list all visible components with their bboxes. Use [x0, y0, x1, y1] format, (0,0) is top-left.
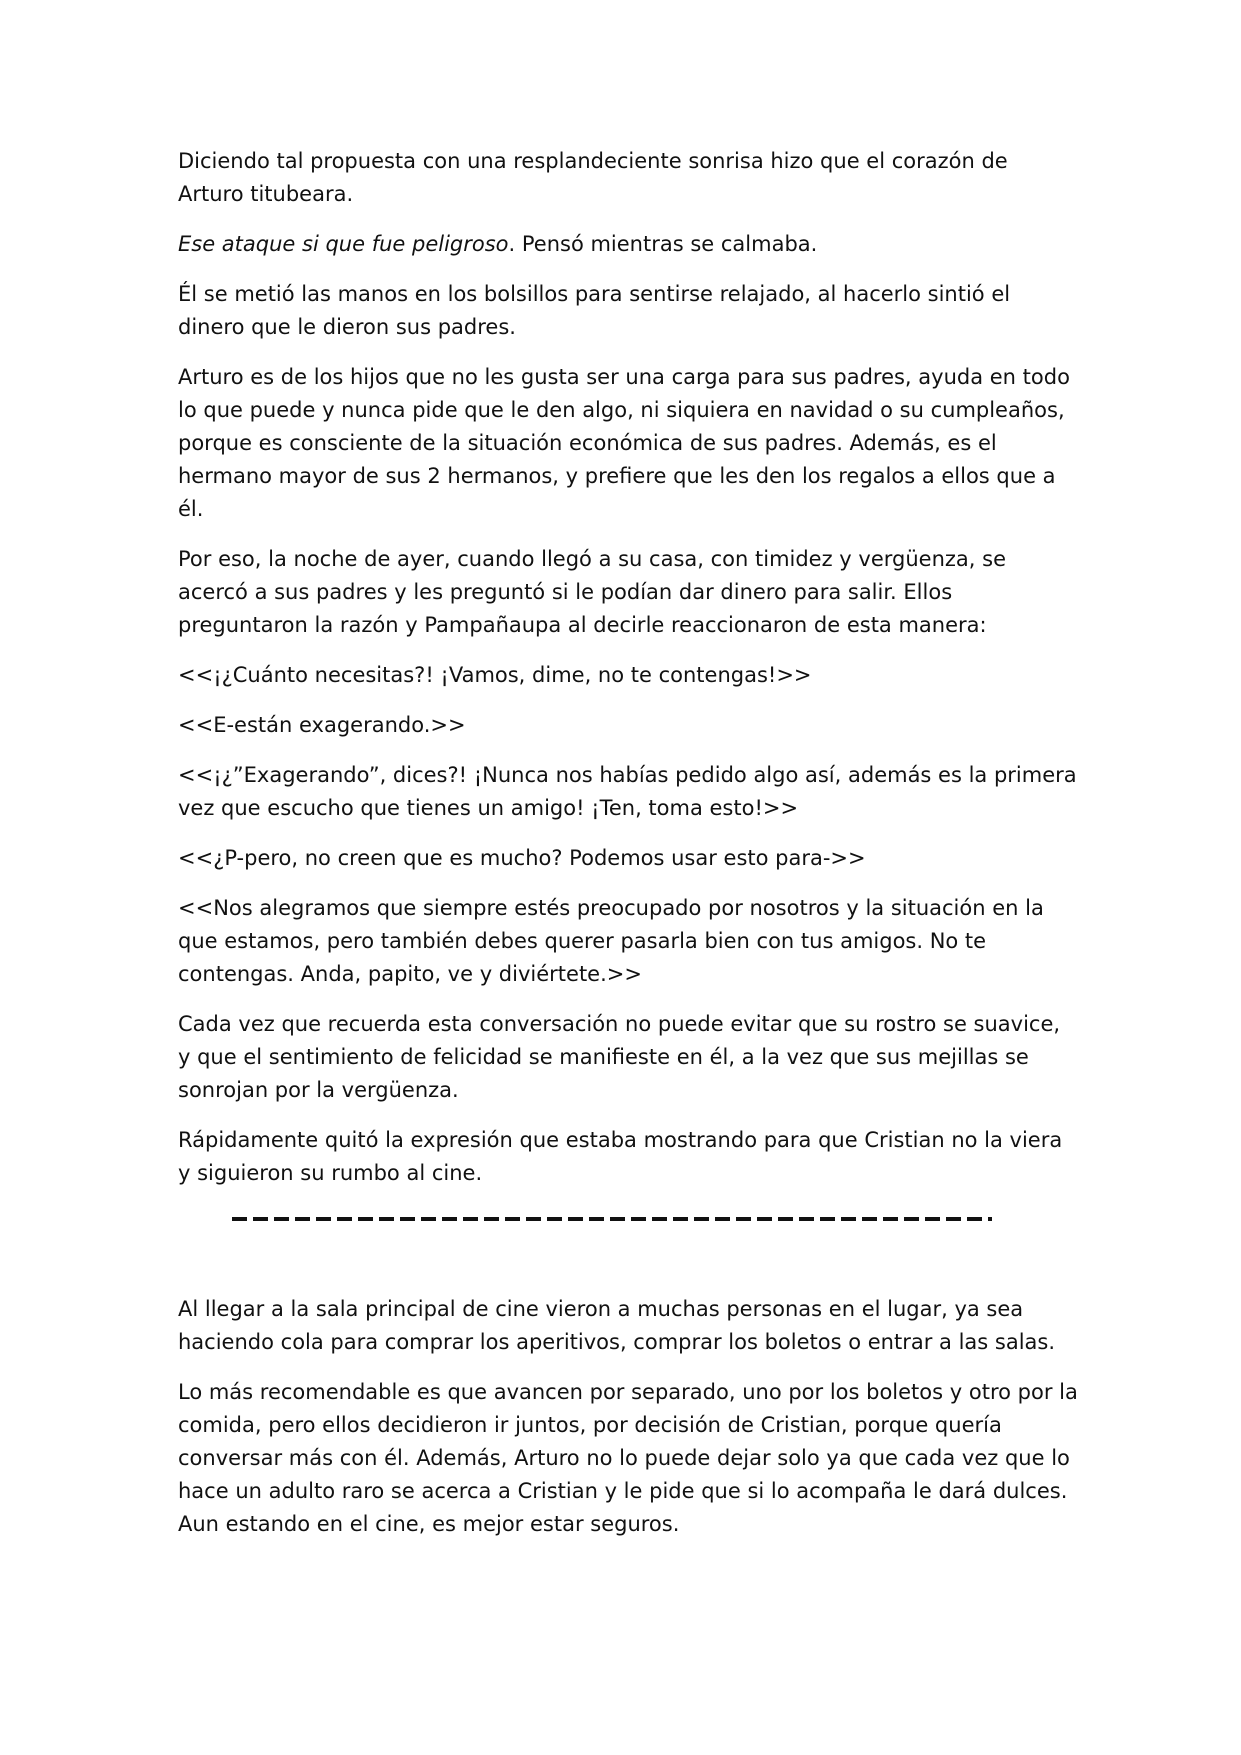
section-2 [178, 1293, 1078, 1558]
dialogue-line: <<¡¿”Exagerando”, dices?! ¡Nunca nos habías pedido algo así, además es la primera vez que escucho que tienes un amigo! ¡Ten, toma esto!>> [178, 763, 1077, 820]
scene-break-divider [232, 1217, 992, 1221]
section-1 [178, 145, 1078, 1207]
paragraph-13: Al llegar a la sala principal de cine vieron a muchas personas en el lugar, ya sea haciendo cola para comprar los aperitivos, comprar los boletos o entrar a las salas. [178, 1297, 1056, 1354]
paragraph-2 [178, 228, 1078, 261]
italic-thought: Ese ataque si que fue peligroso [178, 232, 509, 256]
dialogue-line: <<E-están exagerando.>> [178, 713, 466, 737]
dialogue-line: <<¡¿Cuánto necesitas?! ¡Vamos, dime, no te contengas!>> [178, 663, 812, 687]
paragraph-12: Rápidamente quitó la expresión que estaba mostrando para que Cristian no la viera y siguieron su rumbo al cine. [178, 1128, 1063, 1185]
paragraph-3: Él se metió las manos en los bolsillos para sentirse relajado, al hacerlo sintió el dinero que le dieron sus padres. [178, 282, 1011, 339]
dialogue-line: <<Nos alegramos que siempre estés preocupado por nosotros y la situación en la que estamos, pero también debes querer pasarla bien con tus amigos. No te contengas. Anda, papito, ve y diviértete.>> [178, 896, 1044, 986]
paragraph-1: Diciendo tal propuesta con una resplandeciente sonrisa hizo que el corazón de Arturo titubeara. [178, 149, 1008, 206]
paragraph-4: Arturo es de los hijos que no les gusta ser una carga para sus padres, ayuda en todo lo que puede y nunca pide que le den algo, ni siquiera en navidad o su cumpleaños, porque es consciente de la situación económica de sus padres. Además, es el hermano mayor de sus 2 hermanos, y prefiere que les den los regalos a ellos que a él. [178, 365, 1070, 521]
paragraph-14: Lo más recomendable es que avancen por separado, uno por los boletos y otro por la comida, pero ellos decidieron ir juntos, por decisión de Cristian, porque quería conversar más con él. Además, Arturo no lo puede dejar solo ya que cada vez que lo hace un adulto raro se acerca a Cristian y le pide que si lo acompaña le dará dulces. Aun estando en el cine, es mejor estar seguros. [178, 1380, 1078, 1536]
paragraph-2-rest: . Pensó mientras se calmaba. [508, 232, 818, 256]
paragraph-5: Por eso, la noche de ayer, cuando llegó a su casa, con timidez y vergüenza, se acercó a sus padres y les preguntó si le podían dar dinero para salir. Ellos preguntaron la razón y Pampañaupa al decirle reaccionaron de esta manera: [178, 547, 1006, 637]
dialogue-line: <<¿P-pero, no creen que es mucho? Podemos usar esto para->> [178, 846, 866, 870]
paragraph-11: Cada vez que recuerda esta conversación no puede evitar que su rostro se suavice, y que el sentimiento de felicidad se manifieste en él, a la vez que sus mejillas se sonrojan por la vergüenza. [178, 1012, 1061, 1102]
